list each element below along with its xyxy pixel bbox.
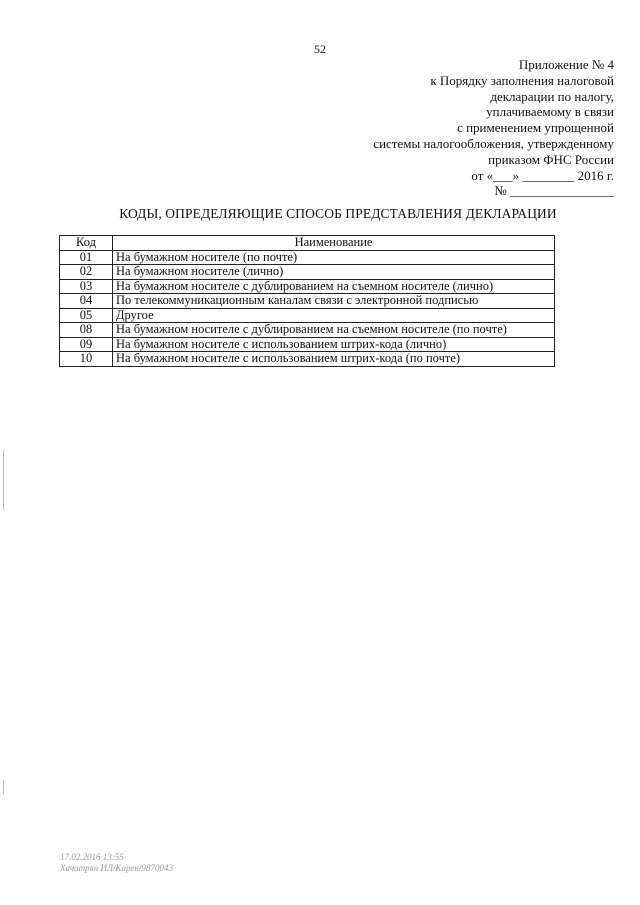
table-row — [60, 337, 555, 352]
appendix-line: декларации по налогу, — [490, 88, 614, 104]
table-row — [60, 279, 555, 294]
table-row — [60, 308, 555, 323]
cell-code: 08 — [60, 323, 113, 338]
stamp-author: Хачатрян ИЛ/Карен/9870043 — [60, 863, 173, 873]
appendix-line: приказом ФНС России — [488, 151, 614, 167]
cell-code: 10 — [60, 352, 113, 367]
table-row — [60, 323, 555, 338]
table-row — [60, 250, 555, 265]
stamp-date: 17.02.2016 13:55 — [60, 852, 124, 862]
cell-code: 05 — [60, 308, 113, 323]
table-row — [60, 294, 555, 309]
cell-name: На бумажном носителе с использованием штрих-кода (по почте) — [113, 352, 555, 367]
print-stamp — [60, 852, 173, 874]
cell-name: На бумажном носителе с дублированием на съемном носителе (по почте) — [113, 323, 555, 338]
appendix-number-line: № ________________ — [494, 183, 614, 199]
table-row — [60, 352, 555, 367]
appendix-line: Приложение № 4 — [518, 57, 614, 72]
cell-code: 04 — [60, 294, 113, 309]
appendix-date-line: от «___» ________ 2016 г. — [471, 167, 614, 183]
cell-name: На бумажном носителе (по почте) — [113, 250, 555, 265]
document-title: КОДЫ, ОПРЕДЕЛЯЮЩИЕ СПОСОБ ПРЕДСТАВЛЕНИЯ ДЕКЛАРАЦИИ — [119, 206, 557, 221]
table-row — [60, 265, 555, 280]
cell-name: На бумажном носителе (лично) — [113, 265, 555, 280]
table-header-row — [60, 236, 555, 251]
cell-code: 01 — [60, 250, 113, 265]
page-number: 52 — [314, 42, 326, 56]
appendix-header — [314, 57, 614, 199]
scan-edge-mark — [3, 780, 4, 794]
cell-code: 02 — [60, 265, 113, 280]
cell-name: На бумажном носителе с дублированием на съемном носителе (лично) — [113, 279, 555, 294]
appendix-line: уплачиваемому в связи — [486, 104, 614, 120]
cell-name: По телекоммуникационным каналам связи с электронной подписью — [113, 294, 555, 309]
cell-name: Другое — [113, 308, 555, 323]
cell-code: 09 — [60, 337, 113, 352]
header-code: Код — [60, 236, 113, 251]
appendix-line: к Порядку заполнения налоговой — [430, 72, 614, 88]
header-name: Наименование — [113, 236, 555, 251]
scan-edge-mark — [3, 450, 4, 510]
appendix-line: с применением упрощенной — [457, 120, 614, 136]
cell-name: На бумажном носителе с использованием штрих-кода (лично) — [113, 337, 555, 352]
cell-code: 03 — [60, 279, 113, 294]
appendix-line: системы налогообложения, утвержденному — [373, 135, 614, 151]
codes-table — [59, 235, 555, 367]
